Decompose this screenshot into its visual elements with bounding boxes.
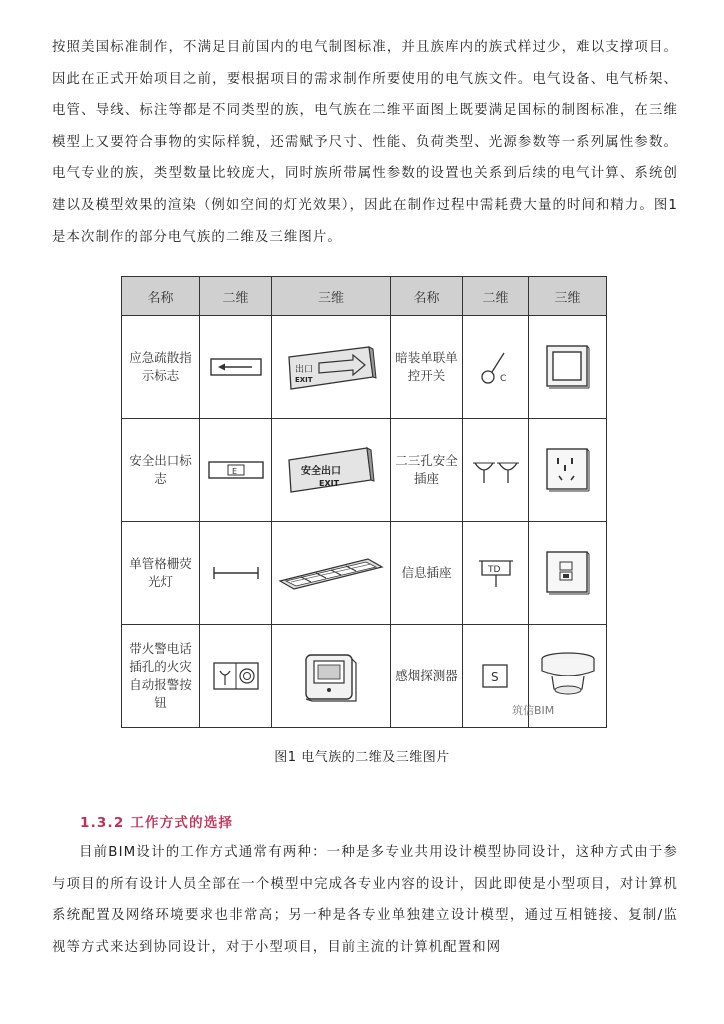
header-2d-right: 二维 xyxy=(463,277,529,316)
row3-right-name: 信息插座 xyxy=(401,565,452,580)
safety-exit-cn-text: 安全出口 xyxy=(301,466,341,477)
header-3d-left: 三维 xyxy=(272,277,391,316)
exit-sign-en-text: EXIT xyxy=(295,376,313,384)
table-header-row xyxy=(122,277,607,316)
electrical-family-figure xyxy=(121,276,606,728)
header-name-left: 名称 xyxy=(122,277,200,316)
row2-right-name: 二三孔安全插座 xyxy=(395,453,458,486)
info-socket-text: TD xyxy=(487,565,500,575)
safety-exit-sign-3d-icon xyxy=(283,444,379,496)
info-panel-3d-icon xyxy=(545,550,591,596)
switch-letter-text: C xyxy=(499,374,506,384)
section-heading: 1.3.2 工作方式的选择 xyxy=(80,815,234,831)
row2-left-name: 安全出口标志 xyxy=(129,453,192,486)
grille-lamp-3d-icon xyxy=(276,553,386,593)
header-3d-right: 三维 xyxy=(529,277,607,316)
socket-2d-icon xyxy=(471,453,521,487)
table-row xyxy=(122,522,607,625)
table-row xyxy=(122,316,607,419)
info-socket-2d-icon xyxy=(476,557,516,589)
fire-alarm-button-3d-icon xyxy=(300,647,362,705)
fluorescent-lamp-2d-icon xyxy=(211,565,261,581)
row4-left-name: 带火警电话插孔的火灾自动报警按钮 xyxy=(129,641,192,710)
safety-exit-letter-text: E xyxy=(231,467,237,476)
safety-exit-en-text: EXIT xyxy=(319,479,340,488)
row1-right-name: 暗装单联单控开关 xyxy=(395,350,458,383)
electrical-family-table xyxy=(121,276,607,728)
header-2d-left: 二维 xyxy=(200,277,272,316)
header-name-right: 名称 xyxy=(391,277,463,316)
row3-left-name: 单管格栅荧光灯 xyxy=(129,556,192,589)
row4-right-name: 感烟探测器 xyxy=(395,668,458,683)
intro-paragraph: 按照美国标准制作，不满足目前国内的电气制图标准，并且族库内的族式样过少，难以支撑项目。因此在正式开始项目之前，要根据项目的需求制作所要使用的电气族文件。电气设备、电气桥架、电管、导线、标注等都是不同类型的族，电气族在二维平面图上既要满足国标的制图标准，在三维模型上又要符合事物的实际样貌，还需赋予尺寸、性能、负荷类型、光源参数等一系列属性参数。电气专业的族，类型数量比较庞大，同时族所带属性参数的设置也关系到后续的电气计算、系统创建以及模型效果的渲染（例如空间的灯光效果），因此在制作过程中需耗费大量的时间和精力。图1是本次制作的部分电气族的二维及三维图片。 xyxy=(52,40,679,245)
safety-exit-2d-icon xyxy=(208,460,264,480)
fire-alarm-button-2d-icon xyxy=(213,661,259,691)
switch-panel-3d-icon xyxy=(545,344,591,390)
exit-sign-cn-text: 出口 xyxy=(295,365,314,375)
single-switch-2d-icon xyxy=(476,345,516,389)
figure-caption: 图1 电气族的二维及三维图片 xyxy=(274,750,450,765)
smoke-detector-3d-icon xyxy=(536,649,600,703)
socket-panel-3d-icon xyxy=(545,447,591,493)
evacuation-arrow-2d-icon xyxy=(210,357,262,377)
row1-left-name: 应急疏散指示标志 xyxy=(129,350,192,383)
evacuation-sign-3d-icon xyxy=(283,343,379,391)
table-row xyxy=(122,419,607,522)
body-paragraph: 目前BIM设计的工作方式通常有两种：一种是多专业共用设计模型协同设计，这种方式由于参与项目的所有设计人员全部在一个模型中完成各专业内容的设计，因此即使是小型项目，对计算机系统配置及网络环境要求也非常高；另一种是各专业单独建立设计模型，通过互相链接、复制/监视等方式来达到协同设计，对于小型项目，目前主流的计算机配置和网 xyxy=(52,845,678,955)
smoke-detector-letter-text: S xyxy=(490,670,499,684)
watermark: 筑信BIM xyxy=(512,704,555,717)
smoke-detector-2d-icon xyxy=(481,663,511,689)
